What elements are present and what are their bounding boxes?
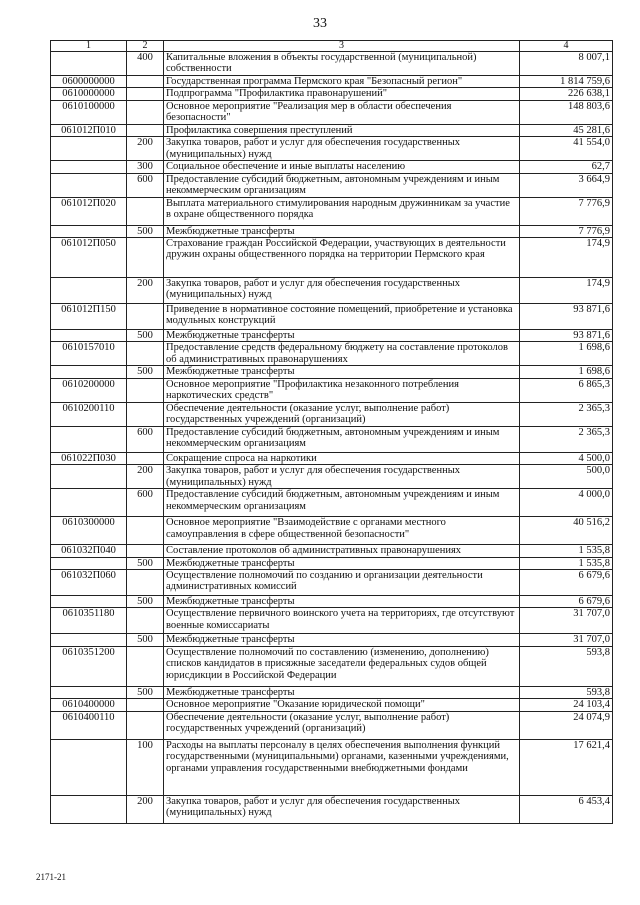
table-row xyxy=(51,278,613,304)
cell-name: Межбюджетные трансферты xyxy=(164,634,520,646)
cell-expense-type: 200 xyxy=(127,278,164,304)
cell-code: 061012П050 xyxy=(51,238,127,278)
table-row xyxy=(51,88,613,100)
cell-code xyxy=(51,225,127,237)
cell-code: 0610300000 xyxy=(51,517,127,545)
cell-code xyxy=(51,330,127,342)
cell-sum: 40 516,2 xyxy=(520,517,613,545)
cell-sum: 6 679,6 xyxy=(520,570,613,596)
cell-name: Основное мероприятие "Профилактика незаконного потребления наркотических средств" xyxy=(164,378,520,402)
cell-name: Предоставление субсидий бюджетным, автономным учреждениям и иным некоммерческим организациям xyxy=(164,173,520,197)
table-row xyxy=(51,608,613,634)
cell-name: Сокращение спроса на наркотики xyxy=(164,452,520,464)
cell-name: Основное мероприятие "Оказание юридической помощи" xyxy=(164,699,520,711)
cell-name: Выплата материального стимулирования народным дружинникам за участие в охране общественного порядка xyxy=(164,197,520,225)
cell-sum: 2 365,3 xyxy=(520,426,613,452)
table-row xyxy=(51,402,613,426)
cell-expense-type xyxy=(127,646,164,686)
cell-code xyxy=(51,366,127,378)
cell-expense-type: 300 xyxy=(127,161,164,173)
column-header-expense-type: 2 xyxy=(127,41,164,52)
cell-expense-type xyxy=(127,197,164,225)
cell-code: 0610351180 xyxy=(51,608,127,634)
cell-name: Подпрограмма "Профилактика правонарушений" xyxy=(164,88,520,100)
cell-sum: 62,7 xyxy=(520,161,613,173)
cell-code xyxy=(51,739,127,795)
cell-code: 061032П040 xyxy=(51,545,127,557)
cell-name: Обеспечение деятельности (оказание услуг, выполнение работ) государственных учреждений (организаций) xyxy=(164,711,520,739)
cell-name: Осуществление первичного воинского учета на территориях, где отсутствуют военные комиссариаты xyxy=(164,608,520,634)
cell-sum: 1 698,6 xyxy=(520,366,613,378)
cell-expense-type xyxy=(127,517,164,545)
cell-name: Капитальные вложения в объекты государственной (муниципальной) собственности xyxy=(164,52,520,76)
cell-code xyxy=(51,161,127,173)
cell-code xyxy=(51,686,127,698)
cell-sum: 1 698,6 xyxy=(520,342,613,366)
cell-code xyxy=(51,426,127,452)
table-row xyxy=(51,366,613,378)
cell-sum: 7 776,9 xyxy=(520,197,613,225)
cell-expense-type: 600 xyxy=(127,173,164,197)
cell-expense-type xyxy=(127,124,164,136)
cell-sum: 593,8 xyxy=(520,646,613,686)
cell-sum: 174,9 xyxy=(520,238,613,278)
cell-expense-type: 500 xyxy=(127,330,164,342)
cell-expense-type xyxy=(127,342,164,366)
table-row xyxy=(51,739,613,795)
table-row xyxy=(51,378,613,402)
cell-expense-type xyxy=(127,378,164,402)
cell-code xyxy=(51,52,127,76)
cell-expense-type: 500 xyxy=(127,225,164,237)
cell-code: 061032П060 xyxy=(51,570,127,596)
cell-sum: 174,9 xyxy=(520,278,613,304)
table-row xyxy=(51,686,613,698)
cell-code: 0600000000 xyxy=(51,76,127,88)
cell-sum: 500,0 xyxy=(520,465,613,489)
table-row xyxy=(51,795,613,823)
cell-sum: 24 074,9 xyxy=(520,711,613,739)
table-header-row xyxy=(51,41,613,52)
budget-table xyxy=(50,40,613,824)
cell-name: Межбюджетные трансферты xyxy=(164,330,520,342)
cell-expense-type: 500 xyxy=(127,634,164,646)
cell-sum: 93 871,6 xyxy=(520,330,613,342)
cell-expense-type: 200 xyxy=(127,795,164,823)
cell-code: 0610351200 xyxy=(51,646,127,686)
cell-name: Межбюджетные трансферты xyxy=(164,686,520,698)
cell-code: 0610200000 xyxy=(51,378,127,402)
cell-code xyxy=(51,278,127,304)
table-row xyxy=(51,238,613,278)
cell-code: 061012П020 xyxy=(51,197,127,225)
table-row xyxy=(51,124,613,136)
cell-name: Закупка товаров, работ и услуг для обеспечения государственных (муниципальных) нужд xyxy=(164,278,520,304)
cell-name: Закупка товаров, работ и услуг для обеспечения государственных (муниципальных) нужд xyxy=(164,795,520,823)
table-row xyxy=(51,426,613,452)
cell-sum: 6 679,6 xyxy=(520,596,613,608)
cell-name: Закупка товаров, работ и услуг для обеспечения государственных (муниципальных) нужд xyxy=(164,465,520,489)
table-row xyxy=(51,452,613,464)
table-row xyxy=(51,557,613,569)
cell-name: Межбюджетные трансферты xyxy=(164,596,520,608)
cell-sum: 2 365,3 xyxy=(520,402,613,426)
cell-expense-type xyxy=(127,711,164,739)
cell-code xyxy=(51,489,127,517)
table-row xyxy=(51,634,613,646)
cell-sum: 1 814 759,6 xyxy=(520,76,613,88)
cell-sum: 93 871,6 xyxy=(520,304,613,330)
cell-sum: 6 453,4 xyxy=(520,795,613,823)
cell-name: Осуществление полномочий по составлению (изменению, дополнению) списков кандидатов в присяжные заседатели федеральных судов общей юрисдикции в Российской Федерации xyxy=(164,646,520,686)
cell-code: 061012П010 xyxy=(51,124,127,136)
cell-code xyxy=(51,596,127,608)
cell-name: Страхование граждан Российской Федерации, участвующих в деятельности дружин охраны общественного порядка на территории Пермского края xyxy=(164,238,520,278)
cell-name: Межбюджетные трансферты xyxy=(164,225,520,237)
table-row xyxy=(51,342,613,366)
cell-expense-type: 500 xyxy=(127,557,164,569)
table-row xyxy=(51,197,613,225)
table-row xyxy=(51,570,613,596)
cell-sum: 148 803,6 xyxy=(520,100,613,124)
cell-code xyxy=(51,173,127,197)
cell-expense-type xyxy=(127,100,164,124)
cell-expense-type: 500 xyxy=(127,596,164,608)
table-row xyxy=(51,465,613,489)
cell-code: 0610100000 xyxy=(51,100,127,124)
table-row xyxy=(51,304,613,330)
cell-sum: 7 776,9 xyxy=(520,225,613,237)
cell-expense-type: 200 xyxy=(127,465,164,489)
cell-sum: 31 707,0 xyxy=(520,608,613,634)
cell-expense-type xyxy=(127,304,164,330)
column-header-name: 3 xyxy=(164,41,520,52)
cell-expense-type xyxy=(127,699,164,711)
cell-expense-type xyxy=(127,88,164,100)
cell-sum: 3 664,9 xyxy=(520,173,613,197)
cell-expense-type xyxy=(127,570,164,596)
cell-name: Межбюджетные трансферты xyxy=(164,366,520,378)
table-row xyxy=(51,596,613,608)
cell-expense-type: 500 xyxy=(127,686,164,698)
cell-code: 0610000000 xyxy=(51,88,127,100)
cell-expense-type xyxy=(127,402,164,426)
cell-sum: 31 707,0 xyxy=(520,634,613,646)
table-row xyxy=(51,489,613,517)
cell-expense-type: 100 xyxy=(127,739,164,795)
cell-code: 0610400000 xyxy=(51,699,127,711)
cell-sum: 1 535,8 xyxy=(520,545,613,557)
cell-expense-type xyxy=(127,608,164,634)
cell-expense-type: 600 xyxy=(127,489,164,517)
table-row xyxy=(51,52,613,76)
column-header-code: 1 xyxy=(51,41,127,52)
cell-code xyxy=(51,795,127,823)
table-row xyxy=(51,173,613,197)
cell-expense-type: 500 xyxy=(127,366,164,378)
cell-name: Осуществление полномочий по созданию и организации деятельности административных комиссий xyxy=(164,570,520,596)
cell-name: Предоставление субсидий бюджетным, автономным учреждениям и иным некоммерческим организациям xyxy=(164,489,520,517)
table-row xyxy=(51,137,613,161)
cell-name: Приведение в нормативное состояние помещений, приобретение и установка модульных конструкций xyxy=(164,304,520,330)
table-row xyxy=(51,100,613,124)
cell-code: 0610157010 xyxy=(51,342,127,366)
table-row xyxy=(51,545,613,557)
cell-code: 061012П150 xyxy=(51,304,127,330)
cell-sum: 1 535,8 xyxy=(520,557,613,569)
cell-sum: 41 554,0 xyxy=(520,137,613,161)
cell-sum: 6 865,3 xyxy=(520,378,613,402)
cell-sum: 593,8 xyxy=(520,686,613,698)
table-row xyxy=(51,225,613,237)
cell-expense-type xyxy=(127,452,164,464)
cell-expense-type: 400 xyxy=(127,52,164,76)
cell-name: Закупка товаров, работ и услуг для обеспечения государственных (муниципальных) нужд xyxy=(164,137,520,161)
page-number: 33 xyxy=(313,16,327,31)
cell-sum: 45 281,6 xyxy=(520,124,613,136)
cell-expense-type xyxy=(127,76,164,88)
cell-name: Межбюджетные трансферты xyxy=(164,557,520,569)
table-row xyxy=(51,161,613,173)
cell-sum: 226 638,1 xyxy=(520,88,613,100)
column-header-sum: 4 xyxy=(520,41,613,52)
cell-code xyxy=(51,634,127,646)
cell-name: Обеспечение деятельности (оказание услуг, выполнение работ) государственных учреждений (организаций) xyxy=(164,402,520,426)
cell-code: 061022П030 xyxy=(51,452,127,464)
table-row xyxy=(51,646,613,686)
cell-code xyxy=(51,137,127,161)
cell-name: Профилактика совершения преступлений xyxy=(164,124,520,136)
cell-expense-type: 200 xyxy=(127,137,164,161)
table-row xyxy=(51,76,613,88)
cell-name: Составление протоколов об административных правонарушениях xyxy=(164,545,520,557)
cell-sum: 24 103,4 xyxy=(520,699,613,711)
cell-name: Расходы на выплаты персоналу в целях обеспечения выполнения функций государственными (муниципальными) органами, казенными учреждениями, органами управления государственными внебюджетными фондами xyxy=(164,739,520,795)
cell-name: Социальное обеспечение и иные выплаты населению xyxy=(164,161,520,173)
cell-sum: 17 621,4 xyxy=(520,739,613,795)
table-row xyxy=(51,330,613,342)
cell-sum: 4 000,0 xyxy=(520,489,613,517)
cell-code: 0610200110 xyxy=(51,402,127,426)
cell-name: Основное мероприятие "Взаимодействие с органами местного самоуправления в сфере общественной безопасности" xyxy=(164,517,520,545)
cell-expense-type xyxy=(127,545,164,557)
table-row xyxy=(51,711,613,739)
cell-code xyxy=(51,557,127,569)
cell-name: Предоставление субсидий бюджетным, автономным учреждениям и иным некоммерческим организациям xyxy=(164,426,520,452)
cell-code xyxy=(51,465,127,489)
cell-sum: 4 500,0 xyxy=(520,452,613,464)
document-footer-code: 2171-21 xyxy=(36,872,66,882)
cell-name: Основное мероприятие "Реализация мер в области обеспечения безопасности" xyxy=(164,100,520,124)
table-row xyxy=(51,517,613,545)
cell-expense-type: 600 xyxy=(127,426,164,452)
cell-name: Государственная программа Пермского края "Безопасный регион" xyxy=(164,76,520,88)
cell-name: Предоставление средств федеральному бюджету на составление протоколов об административных правонарушениях xyxy=(164,342,520,366)
cell-expense-type xyxy=(127,238,164,278)
cell-sum: 8 007,1 xyxy=(520,52,613,76)
cell-code: 0610400110 xyxy=(51,711,127,739)
table-row xyxy=(51,699,613,711)
